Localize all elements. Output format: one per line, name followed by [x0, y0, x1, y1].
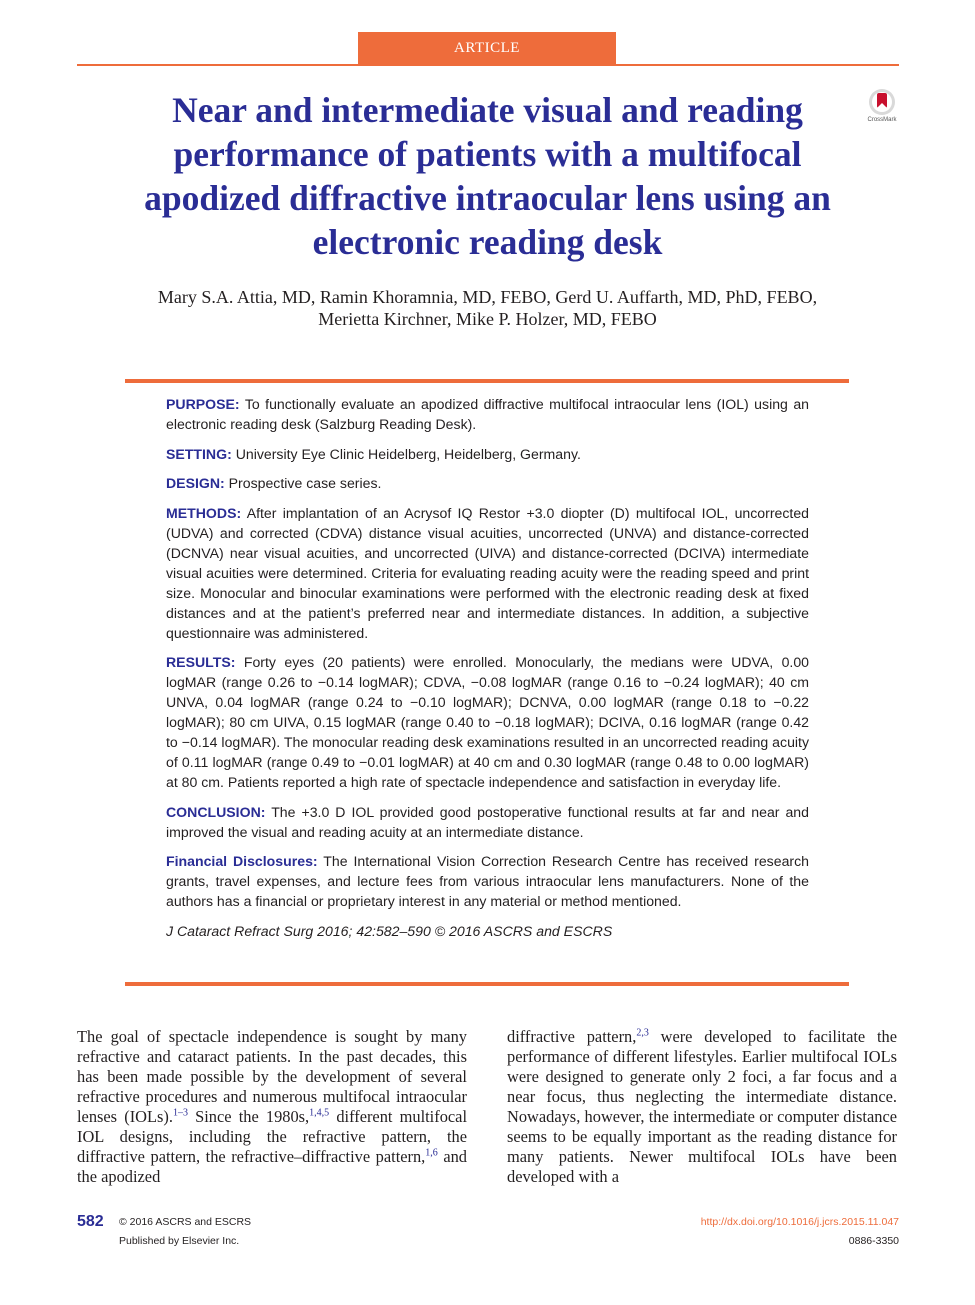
body-text: The goal of spectacle independence is sought by many refractive and cataract patients. In the past decades, this has been made possible by the development of several refractive procedures and numerous multifocal intraocular lenses (IOLs).: [77, 1027, 467, 1126]
abstract-methods: [166, 503, 809, 643]
footer-copyright: © 2016 ASCRS and ESCRS: [119, 1216, 252, 1228]
methods-label: METHODS:: [166, 504, 242, 521]
crossmark-icon: [868, 88, 896, 116]
abstract-setting: [166, 444, 809, 464]
body-text: were developed to facilitate the performance of different lifestyles. Earlier multifocal IOLs were designed to generate only 2 foci, a far focus and a near focus, thus neglecting the intermediate distance. Nowadays, however, the intermediate or computer distance seems to be equally important as the reading distance for many patients. Newer multifocal IOLs have been developed with a: [507, 1027, 897, 1186]
page-number: 582: [77, 1213, 104, 1230]
disclosures-label: Financial Disclosures:: [166, 853, 318, 869]
doi-link[interactable]: http://dx.doi.org/10.1016/j.jcrs.2015.11.047: [700, 1216, 899, 1228]
reference-link[interactable]: 1,4,5: [309, 1107, 330, 1119]
abstract-design: [166, 473, 809, 493]
author-line-1: Mary S.A. Attia, MD, Ramin Khoramnia, MD, FEBO, Gerd U. Auffarth, MD, PhD, FEBO,: [157, 287, 818, 307]
reference-link[interactable]: 1,6: [425, 1147, 438, 1159]
methods-text: After implantation of an Acrysof IQ Restor +3.0 diopter (D) multifocal IOL, uncorrected (UDVA) and corrected (CDVA) distance visual acuities, uncorrected (UNVA) and distance-corrected (DCNVA) near visual acuities, and uncorrected (UIVA) and distance-corrected (DCIVA) intermediate visual acuities were determined. Criteria for evaluating reading acuity were the reading speed and print size. Monocular and binocular examinations were performed with the electronic reading desk at fixed distances and at the patient’s preferred near and intermediate distances. In addition, a subjective questionnaire was administered.: [166, 504, 810, 641]
crossmark-badge[interactable]: [860, 88, 904, 130]
setting-text: University Eye Clinic Heidelberg, Heidelberg, Germany.: [235, 445, 581, 462]
issn: 0886-3350: [848, 1235, 899, 1247]
header-rule: [77, 64, 899, 66]
purpose-label: PURPOSE:: [166, 396, 240, 412]
article-type-tag: ARTICLE: [358, 32, 616, 64]
journal-citation: J Cataract Refract Surg 2016; 42:582–590 © 2016 ASCRS and ESCRS: [166, 922, 613, 939]
abstract-purpose: [166, 394, 809, 434]
crossmark-label: CrossMark: [867, 117, 897, 123]
design-text: Prospective case series.: [228, 475, 382, 491]
body-text: Since the 1980s,: [187, 1107, 310, 1126]
disclosures-text: The International Vision Correction Research Centre has received research grants, travel expenses, and lecture fees from various intraocular lens manufacturers. None of the authors has a financial or proprietary interest in any material or method mentioned.: [166, 853, 809, 909]
reference-link[interactable]: 2,3: [636, 1027, 649, 1039]
reference-link[interactable]: 1–3: [172, 1107, 188, 1119]
footer-publisher: Published by Elsevier Inc.: [119, 1235, 240, 1247]
body-column-right: [507, 1027, 897, 1187]
body-column-left: [77, 1027, 467, 1187]
design-label: DESIGN:: [166, 475, 225, 491]
body-text: diffractive pattern,: [507, 1027, 637, 1046]
abstract-top-rule: [125, 379, 849, 383]
abstract-disclosures: [166, 851, 809, 911]
author-line-2: Merietta Kirchner, Mike P. Holzer, MD, FEBO: [318, 309, 657, 329]
footer-left: [119, 1213, 251, 1251]
abstract: [166, 394, 809, 950]
body-text: different multifocal IOL designs, including the refractive pattern, the diffractive pattern, the refractive–diffractive pattern,: [77, 1107, 467, 1166]
author-list: [100, 286, 875, 330]
abstract-results: [166, 652, 809, 792]
conclusion-label: CONCLUSION:: [166, 803, 266, 820]
abstract-bottom-rule: [125, 982, 849, 986]
footer-right: [701, 1213, 899, 1251]
results-text: Forty eyes (20 patients) were enrolled. Monocularly, the medians were UDVA, 0.00 logMAR (range 0.26 to −0.14 logMAR); CDVA, −0.08 logMAR (range 0.16 to −0.24 logMAR); 40 cm UNVA, 0.04 logMAR (range 0.24 to −0.10 logMAR); DCNVA, 0.00 logMAR (range 0.18 to −0.22 logMAR); 80 cm UIVA, 0.15 logMAR (range 0.40 to −0.18 logMAR); DCIVA, 0.16 logMAR (range 0.42 to −0.14 logMAR). The monocular reading desk examinations resulted in an uncorrected reading acuity of 0.11 logMAR (range 0.49 to −0.01 logMAR) at 40 cm and 0.30 logMAR (range 0.48 to 0.00 logMAR) at 80 cm. Patients reported a high rate of spectacle independence and satisfaction in everyday life.: [166, 654, 810, 790]
body-text: and the apodized: [77, 1147, 467, 1186]
abstract-conclusion: [166, 802, 809, 842]
purpose-text: To functionally evaluate an apodized diffractive multifocal intraocular lens (IOL) using an electronic reading desk (Salzburg Reading Desk).: [166, 396, 809, 432]
article-title: Near and intermediate visual and reading performance of patients with a multifocal apodized diffractive intraocular lens using an electronic reading desk: [144, 90, 831, 262]
conclusion-text: The +3.0 D IOL provided good postoperative functional results at far and near and improved the visual and reading acuity at an intermediate distance.: [166, 803, 809, 840]
setting-label: SETTING:: [166, 445, 232, 462]
results-label: RESULTS:: [166, 654, 236, 670]
